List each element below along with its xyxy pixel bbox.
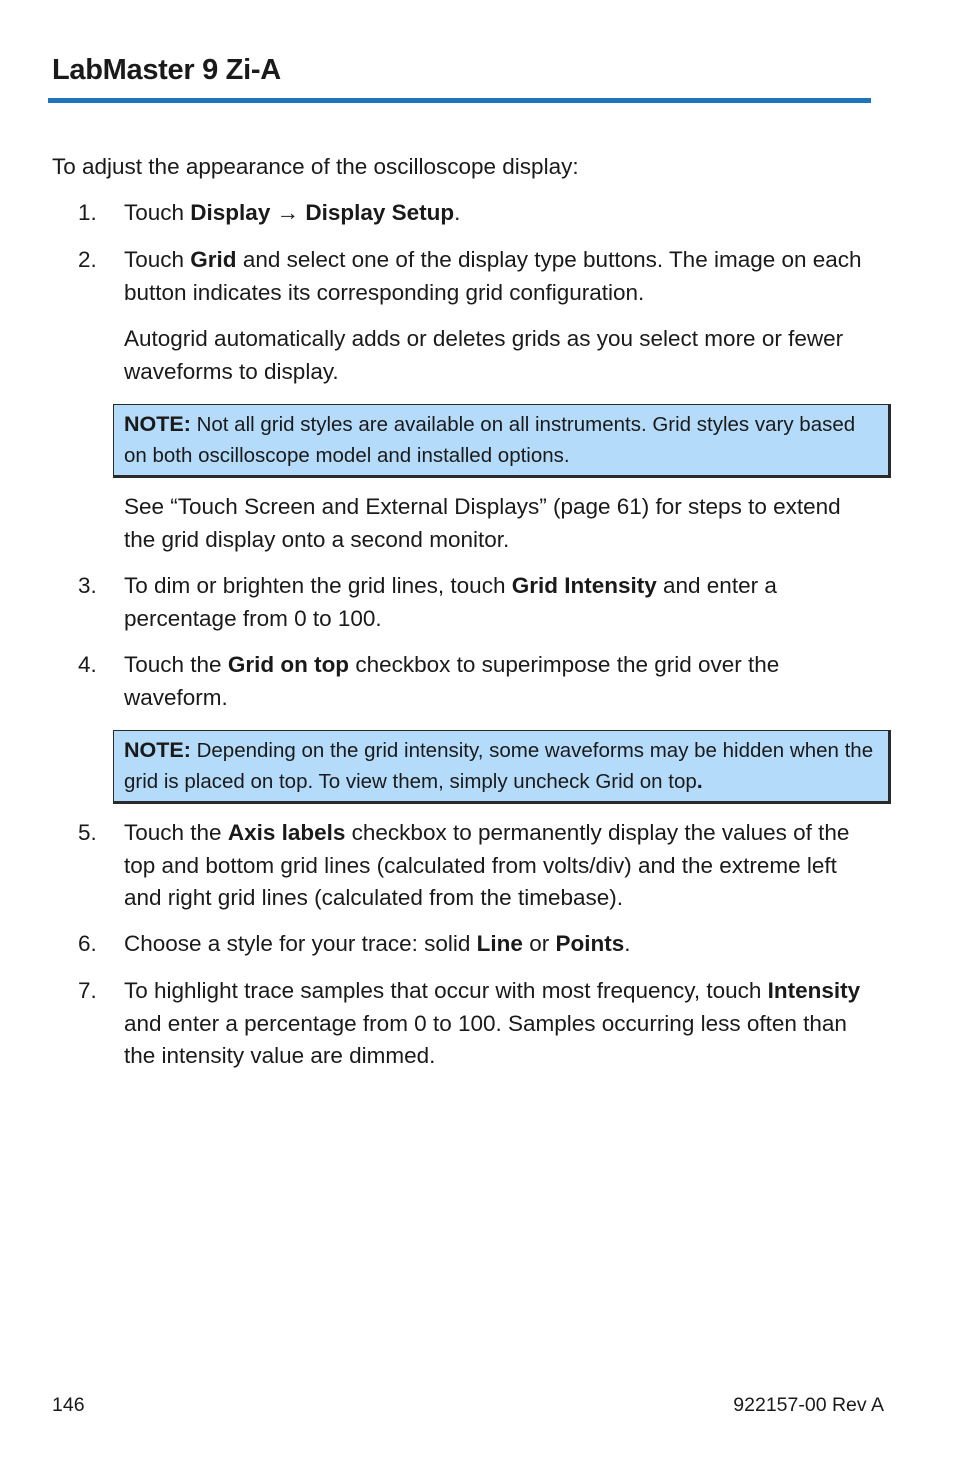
step-text: Touch the Grid on top checkbox to superimpose the grid over the waveform.: [124, 652, 780, 710]
page-number: 146: [52, 1394, 85, 1416]
step-number: 7.: [78, 978, 97, 1003]
document-revision: 922157-00 Rev A: [733, 1394, 884, 1416]
step-4: [78, 649, 878, 714]
note-label: NOTE:: [124, 738, 191, 762]
page-title: LabMaster 9 Zi-A: [52, 54, 281, 86]
step-text: Choose a style for your trace: solid Line or Points.: [124, 931, 631, 956]
step-number: 3.: [78, 573, 97, 598]
step-text: Touch the Axis labels checkbox to permanently display the values of the top and bottom grid lines (calculated from volts/div) and the extreme left and right grid lines (calculated from the timebase).: [124, 820, 850, 910]
see-also-paragraph: See “Touch Screen and External Displays” (page 61) for steps to extend the grid display onto a second monitor.: [124, 494, 841, 552]
note-label: NOTE:: [124, 412, 191, 436]
step-3: [78, 570, 878, 635]
step-text: To dim or brighten the grid lines, touch Grid Intensity and enter a percentage from 0 to 100.: [124, 573, 777, 631]
note-text: Not all grid styles are available on all instruments. Grid styles vary based on both oscilloscope model and installed options.: [124, 413, 856, 467]
step-number: 1.: [78, 200, 97, 225]
step-7: [78, 975, 878, 1073]
step-number: 2.: [78, 247, 97, 272]
step-6: [78, 928, 878, 961]
step-number: 4.: [78, 652, 97, 677]
note-box: [113, 404, 891, 478]
step-number: 5.: [78, 820, 97, 845]
step-1: [78, 197, 878, 230]
step-2: [78, 244, 878, 309]
step-text: Touch Display → Display Setup.: [124, 200, 461, 225]
step-number: 6.: [78, 931, 97, 956]
step-text: Touch Grid and select one of the display type buttons. The image on each button indicates its corresponding grid configuration.: [124, 247, 862, 305]
note-box: [113, 730, 891, 804]
header-rule: [48, 98, 871, 103]
intro-paragraph: To adjust the appearance of the oscilloscope display:: [52, 154, 579, 179]
step-text: To highlight trace samples that occur with most frequency, touch Intensity and enter a percentage from 0 to 100. Samples occurring less often than the intensity value are dimmed.: [124, 978, 873, 1068]
note-end: .: [696, 769, 703, 793]
autogrid-paragraph: Autogrid automatically adds or deletes grids as you select more or fewer waveforms to display.: [124, 326, 844, 384]
note-text: Depending on the grid intensity, some waveforms may be hidden when the grid is placed on top. To view them, simply uncheck Grid on top: [124, 739, 874, 793]
step-5: [78, 817, 878, 915]
